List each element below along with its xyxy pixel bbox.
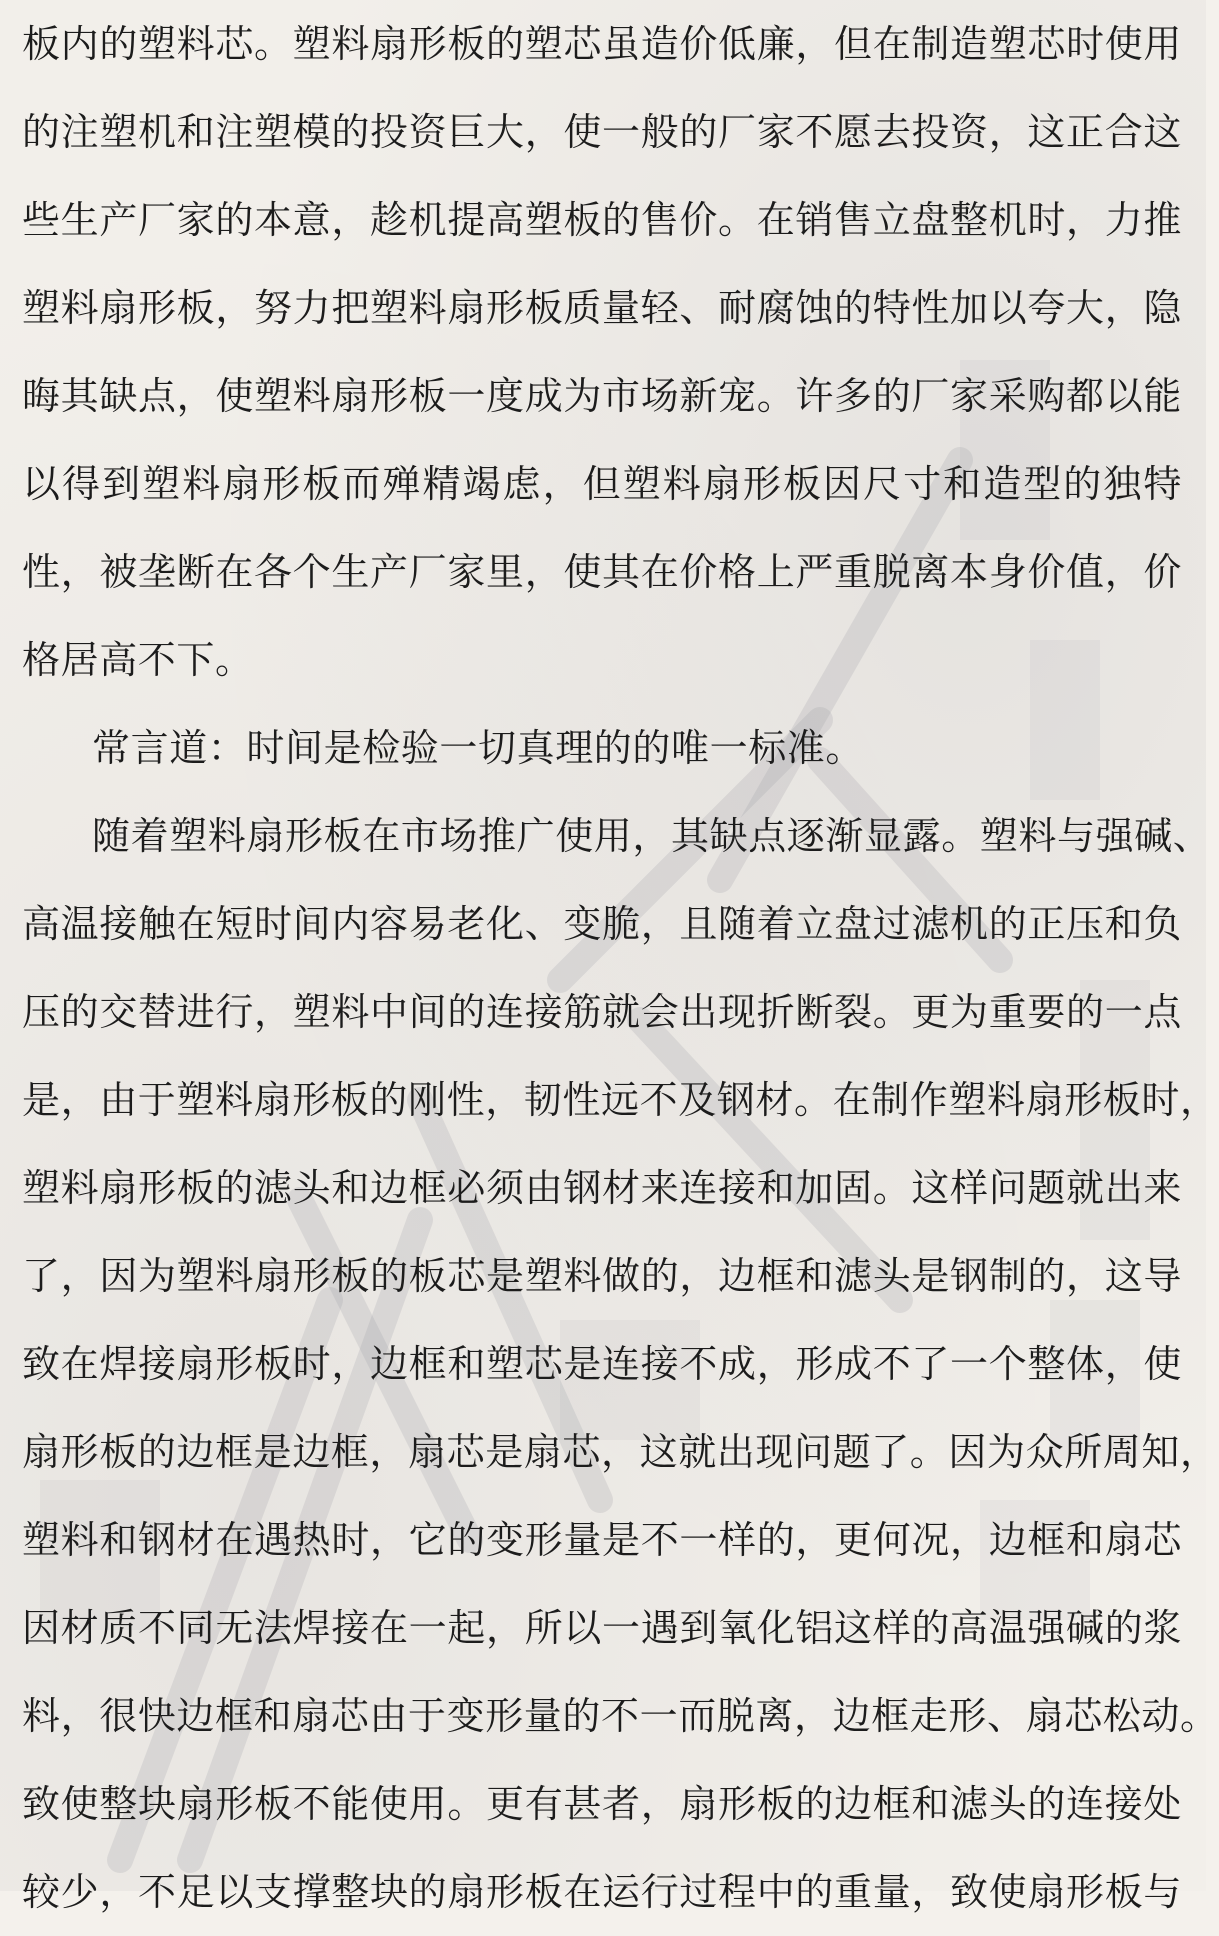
body-text bbox=[22, 0, 1219, 1936]
text-line: 格居高不下。 bbox=[22, 638, 254, 682]
text-line: 料，很快边框和扇芯由于变形量的不一而脱离，边框走形、扇芯松动。 bbox=[22, 1694, 1219, 1738]
text-line: 高温接触在短时间内容易老化、变脆，且随着立盘过滤机的正压和负 bbox=[22, 902, 1182, 946]
text-line: 是，由于塑料扇形板的刚性，韧性远不及钢材。在制作塑料扇形板时， bbox=[22, 1078, 1219, 1122]
text-line: 较少，不足以支撑整块的扇形板在运行过程中的重量，致使扇形板与 bbox=[22, 1870, 1182, 1914]
text-line: 塑料和钢材在遇热时，它的变形量是不一样的，更何况，边框和扇芯 bbox=[22, 1518, 1182, 1562]
paragraph bbox=[22, 704, 1182, 792]
paragraph bbox=[22, 792, 1219, 1936]
text-line: 因材质不同无法焊接在一起，所以一遇到氧化铝这样的高温强碱的浆 bbox=[22, 1606, 1182, 1650]
text-line: 的注塑机和注塑模的投资巨大，使一般的厂家不愿去投资，这正合这 bbox=[22, 110, 1182, 154]
text-line: 塑料扇形板，努力把塑料扇形板质量轻、耐腐蚀的特性加以夸大，隐 bbox=[22, 286, 1182, 330]
text-line: 塑料扇形板的滤头和边框必须由钢材来连接和加固。这样问题就出来 bbox=[22, 1166, 1182, 1210]
text-line: 以得到塑料扇形板而殚精竭虑，但塑料扇形板因尺寸和造型的独特 bbox=[22, 462, 1182, 506]
text-line: 晦其缺点，使塑料扇形板一度成为市场新宠。许多的厂家采购都以能 bbox=[22, 374, 1182, 418]
text-line: 些生产厂家的本意，趁机提高塑板的售价。在销售立盘整机时，力推 bbox=[22, 198, 1182, 242]
text-line: 致在焊接扇形板时，边框和塑芯是连接不成，形成不了一个整体，使 bbox=[22, 1342, 1182, 1386]
text-line: 压的交替进行，塑料中间的连接筋就会出现折断裂。更为重要的一点 bbox=[22, 990, 1182, 1034]
text-line: 板内的塑料芯。塑料扇形板的塑芯虽造价低廉，但在制造塑芯时使用 bbox=[22, 22, 1182, 66]
text-line: 了，因为塑料扇形板的板芯是塑料做的，边框和滤头是钢制的，这导 bbox=[22, 1254, 1182, 1298]
text-line: 扇形板的边框是边框，扇芯是扇芯，这就出现问题了。因为众所周知， bbox=[22, 1430, 1219, 1474]
text-line: 常言道：时间是检验一切真理的的唯一标准。 bbox=[92, 726, 865, 770]
text-line: 致使整块扇形板不能使用。更有甚者，扇形板的边框和滤头的连接处 bbox=[22, 1782, 1182, 1826]
text-line: 随着塑料扇形板在市场推广使用，其缺点逐渐显露。塑料与强碱、 bbox=[92, 814, 1212, 858]
text-line: 性，被垄断在各个生产厂家里，使其在价格上严重脱离本身价值，价 bbox=[22, 550, 1182, 594]
paragraph bbox=[22, 0, 1182, 704]
